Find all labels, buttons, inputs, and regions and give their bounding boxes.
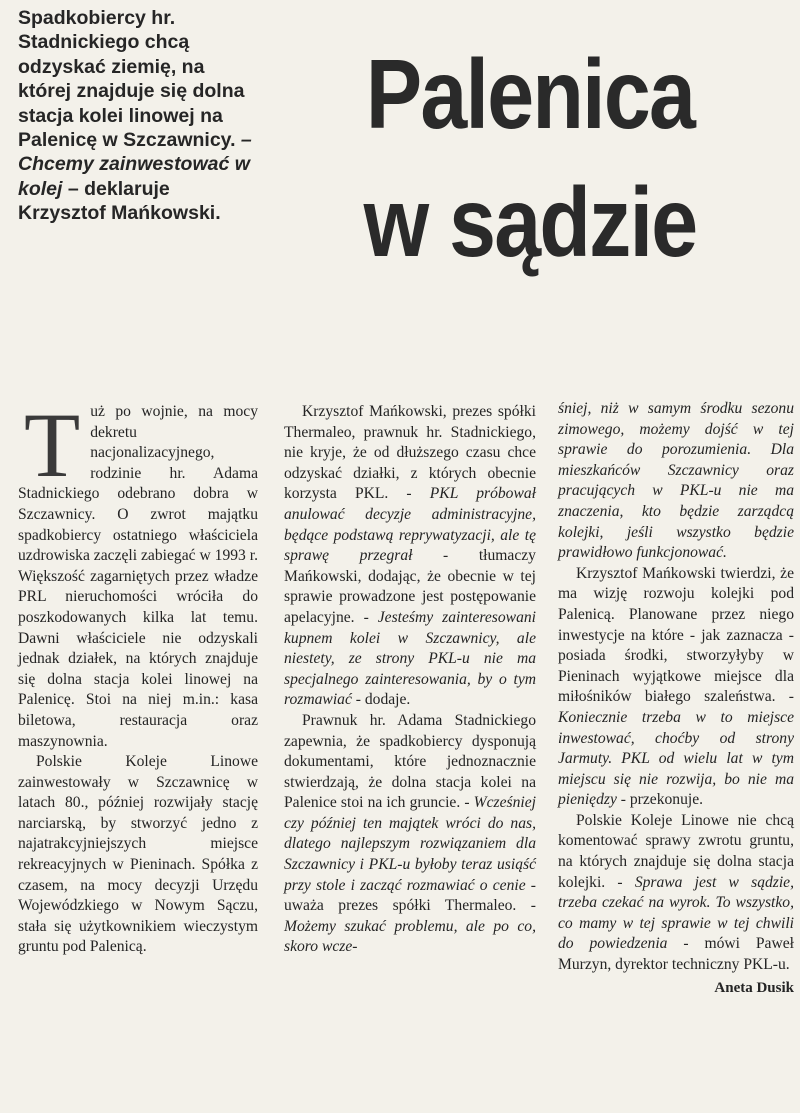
paragraph-text: - przekonuje. [616, 791, 704, 809]
article-column-3 [558, 399, 794, 998]
quote-text: Możemy szukać problemu, ale po co, skoro wcze- [284, 917, 536, 956]
article-paragraph [284, 402, 536, 711]
lead-attribution: – deklaruje Krzysztof Mańkowski. [18, 177, 221, 225]
article-column-2 [284, 402, 536, 958]
quote-text: Sprawa jest w sądzie, trzeba czekać na wyrok. To wszystko, co mamy w tej sprawie w tej chwili do powiedzenia [558, 873, 795, 953]
quote-text: - Koniecznie trzeba w to miejsce inwestować, choćby od strony Jarmuty. PKL od wielu lat w tym miejscu się nie rozwija, bo nie ma pieniędzy [558, 688, 794, 809]
article-column-1 [18, 394, 258, 958]
headline-line-1: Palenica [365, 39, 695, 149]
paragraph-text: Prawnuk hr. Adama Stadnickiego zapewnia, że spadkobiercy dysponują dokumentami, które jednoznacznie stwierdzają, że dolna stacja kolei na Palenice stoi na ich gruncie. - [284, 711, 536, 812]
author-byline: Aneta Dusik [714, 979, 794, 996]
article-paragraph [558, 564, 794, 811]
article-paragraph: śniej, niż w samym środku sezonu zimowego, możemy dojść w tej sprawie do porozumienia. Dla mieszkańców Szczawnicy oraz pracujących w PKL-u nie ma znaczenia, kto będzie zarządcą kolejki, jeśli wszystko będzie prawidłowo funkcjonować. [558, 400, 794, 562]
headline-line-2: w sądzie [363, 167, 697, 277]
headline [306, 30, 753, 286]
paragraph-text: Krzysztof Mańkowski, prezes spółki Thermaleo, prawnuk hr. Stadnickiego, nie kryje, że od dłuższego czasu chce odzyskać działki, z których obecnie korzysta PKL. - [284, 403, 536, 503]
article-paragraph [18, 394, 258, 752]
paragraph-text: - mówi Paweł Murzyn, dyrektor techniczny PKL-u. [558, 935, 794, 974]
article-paragraph: Polskie Koleje Linowe zainwestowały w Szczawnicę w latach 80., później rozwijały stację narciarską, by stworzyć jedno z najatrakcyjniejszych miejsce rekreacyjnych w Pieninach. Spółka z czasem, na mocy decyzji Urzędu Wojewódzkiego w Nowym Sączu, stała się użytkownikiem wieczystym gruntu pod Palenicą. [18, 753, 258, 956]
quote-text: - Jesteśmy zainteresowani kupnem kolei w Szczawnicy, ale niestety, ze strony PKL-u nie ma specjalnego zainteresowania, by o tym rozmawiać [284, 608, 536, 709]
quote-text: Wcześniej czy później ten majątek wróci do nas, dlatego najlepszym rozwiązaniem dla Szczawnicy i PKL-u byłoby teraz usiąść przy stole i zacząć rozmawiać o cenie [284, 794, 536, 894]
quote-text: PKL próbował anulować decyzje administracyjne, będące podstawą reprywatyzacji, ale tę sprawę przegrał [284, 485, 536, 565]
lead-quote: – Chcemy zainwestować w kolej [18, 129, 252, 200]
lead-paragraph [18, 6, 258, 226]
article-paragraph [558, 811, 794, 976]
paragraph-text: Krzysztof Mańkowski twierdzi, że ma wizję rozwoju kolejki pod Palenicą. Planowane przez niego inwestycje na które - jak zaznacza - posiada środki, stworzyłyby w Pieninach wyjątkowe miejsce dla miłośników białego szaleństwa. [558, 564, 794, 706]
paragraph-text: uż po wojnie, na mocy dekretu nacjonalizacyjnego, rodzinie hr. Adama Stadnickiego odebrano dobra w Szczawnicy. O zwrot majątku spadkobiercy ostatniego właściciela uzdrowiska zaczęli zabiegać w 1993 r. Większość zagarniętych przez władze PRL nieruchomości wróciła do poszkodowanych kilka lat temu. Dawni właściciele nie odzyskali jednak działek, na których znajduje się dolna stacja kolei linowej na Palenicę. Stoi na niej m.in.: kasa biletowa, restauracja oraz maszynownia. [18, 403, 258, 750]
article-body [18, 394, 795, 1107]
drop-cap: T [24, 394, 81, 496]
paragraph-text: Polskie Koleje Linowe nie chcą komentować sprawy zwrotu gruntu, na których znajduje się dolna stacja kolejki. - [558, 811, 794, 891]
article-paragraph [284, 711, 536, 958]
paragraph-text: - dodaje. [351, 691, 411, 709]
paragraph-text: - tłumaczy Mańkowski, dodając, że obecnie w tej sprawie prowadzone jest postępowanie apelacyjne. [284, 547, 536, 626]
paragraph-text: - uważa prezes spółki Thermaleo. - [284, 876, 536, 915]
lead-text: Spadkobiercy hr. Stadnickiego chcą odzyskać ziemię, na której znajduje się dolna stacja kolei linowej na Palenicę w Szczawnicy. [18, 7, 245, 152]
